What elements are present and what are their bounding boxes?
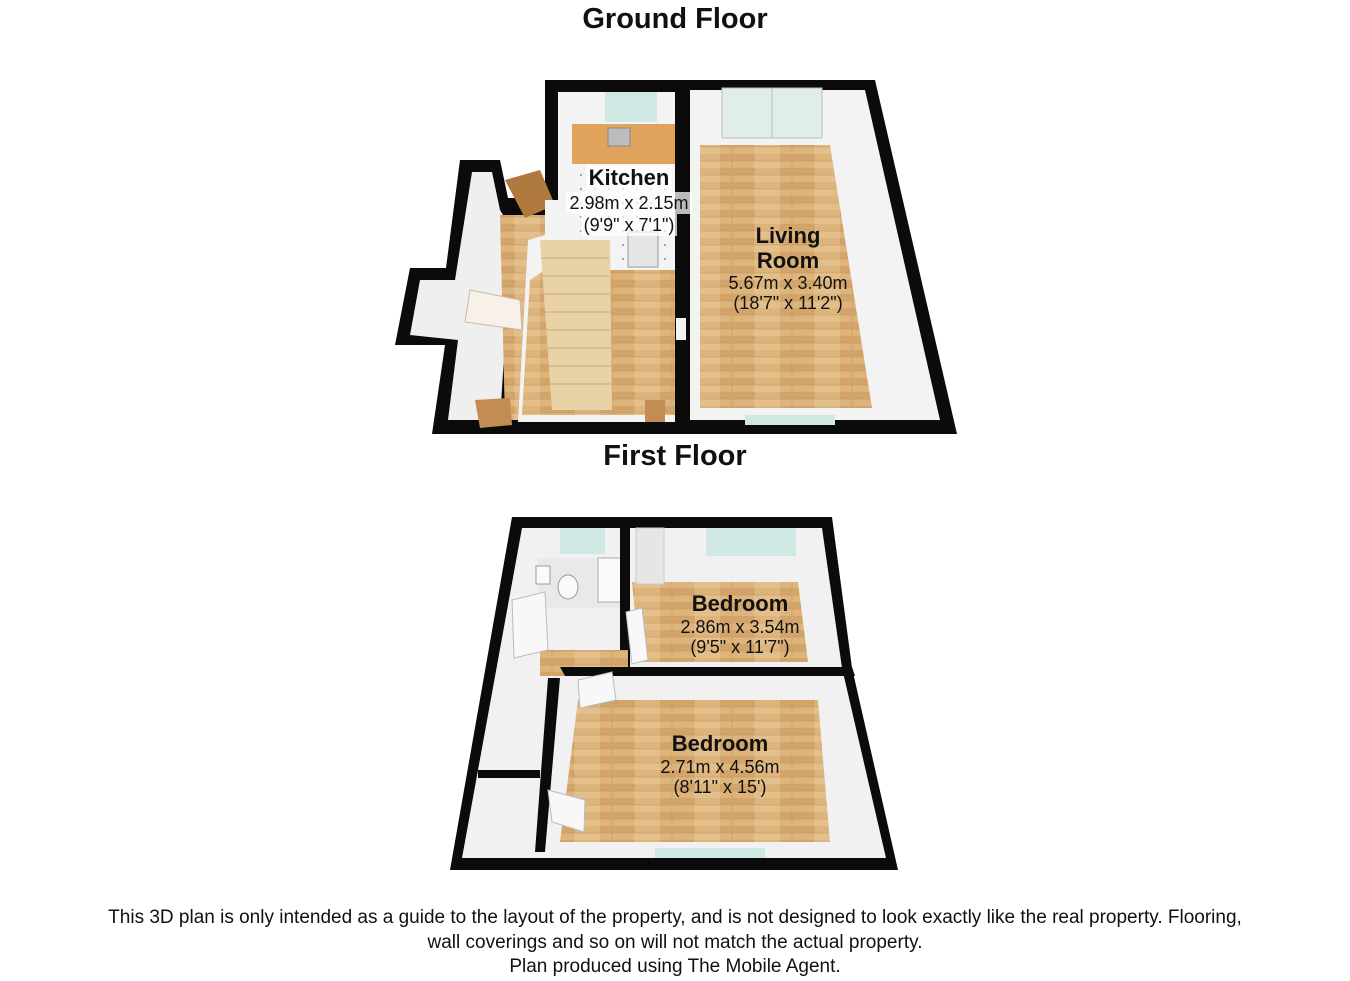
bedroom2-label xyxy=(620,732,820,797)
bedroom1-label xyxy=(640,592,840,657)
storage-divider xyxy=(478,770,540,778)
bathroom-shower xyxy=(598,558,622,602)
bedroom2-name: Bedroom xyxy=(671,731,769,756)
living-room-name-line1: Living xyxy=(755,223,821,248)
hall-living-partition xyxy=(676,82,686,432)
bedroom1-metric: 2.86m x 3.54m xyxy=(680,616,800,637)
staircase xyxy=(540,240,612,410)
bedroom1-name: Bedroom xyxy=(691,591,789,616)
hall-door xyxy=(645,400,665,422)
bedroom1-window xyxy=(706,528,796,556)
porch-front-door xyxy=(475,398,512,428)
kitchen-name: Kitchen xyxy=(586,165,673,192)
kitchen-sink xyxy=(608,128,630,146)
kitchen-metric: 2.98m x 2.15m xyxy=(566,192,691,214)
bedroom1-imperial: (9'5" x 11'7") xyxy=(690,636,790,657)
disclaimer-line2: wall coverings and so on will not match the actual property. xyxy=(427,931,923,953)
kitchen-imperial: (9'9" x 7'1") xyxy=(581,214,678,236)
living-room-door-gap xyxy=(676,318,686,340)
living-room-metric: 5.67m x 3.40m xyxy=(728,273,848,294)
bedroom2-window xyxy=(655,848,765,858)
living-room-window xyxy=(745,415,835,425)
living-room-name-line2: Room xyxy=(756,247,820,273)
bathroom-toilet xyxy=(558,575,578,599)
bedroom2-imperial: (8'11" x 15') xyxy=(673,776,767,797)
first-floor-title: First Floor xyxy=(603,440,747,472)
living-room-label xyxy=(710,224,866,314)
kitchen-label xyxy=(556,165,702,236)
landing-door xyxy=(512,592,548,658)
bedroom2-metric: 2.71m x 4.56m xyxy=(660,756,780,777)
first-floor-plan xyxy=(450,517,898,870)
bathroom-wall xyxy=(620,518,630,668)
landing-cupboard xyxy=(636,528,664,584)
disclaimer-line3: Plan produced using The Mobile Agent. xyxy=(509,956,841,978)
ground-floor-title: Ground Floor xyxy=(582,3,768,35)
ground-floor-plan xyxy=(395,80,957,434)
living-room-imperial: (18'7" x 11'2") xyxy=(733,293,843,314)
kitchen-window xyxy=(605,92,657,122)
kitchen-cooker xyxy=(628,232,658,267)
bathroom-window xyxy=(560,528,605,554)
disclaimer-line1: This 3D plan is only intended as a guide to the layout of the property, and is not designed to look exactly like the real property. Flooring, xyxy=(108,907,1242,928)
disclaimer xyxy=(0,906,1350,980)
bathroom-basin xyxy=(536,566,550,584)
